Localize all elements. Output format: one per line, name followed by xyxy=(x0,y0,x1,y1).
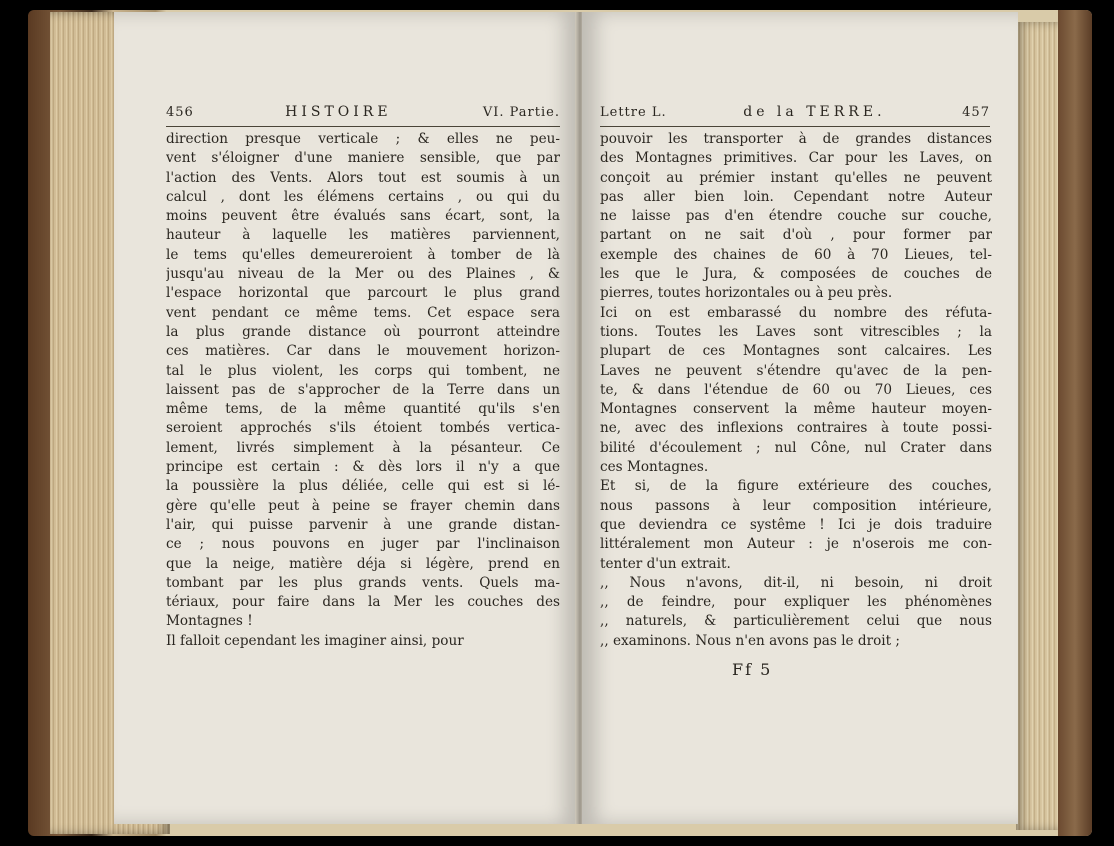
text-line: que deviendra ce systême ! Ici je dois traduire xyxy=(600,516,992,533)
text-line: l'espace horizontal que parcourt le plus grand xyxy=(166,285,560,302)
text-line: hauteur à laquelle les matières parviennent, xyxy=(166,227,560,244)
page-number: 457 xyxy=(962,105,990,120)
running-title: de la TERRE. xyxy=(743,104,886,120)
text-line: même tems, de la même quantité qu'ils s'en xyxy=(166,401,560,418)
text-line: des Montagnes primitives. Car pour les Laves, on xyxy=(600,150,992,167)
text-line: Il falloit cependant les imaginer ainsi, pour xyxy=(166,632,464,649)
text-line: la poussière la plus déliée, celle qui est si lé- xyxy=(166,478,560,495)
signature-mark: Ff 5 xyxy=(732,660,773,679)
text-line: ,, naturels, & particulièrement celui que nous xyxy=(600,613,992,630)
text-line: la plus grande distance où pourront atteindre xyxy=(166,323,560,340)
text-line: pas aller bien loin. Cependant notre Auteur xyxy=(600,188,992,205)
text-line: ,, de feindre, pour expliquer les phénomènes xyxy=(600,594,992,611)
left-page xyxy=(114,12,578,824)
text-line: gère qu'elle peut à peine se frayer chemin dans xyxy=(166,497,560,514)
running-title: HISTOIRE xyxy=(285,104,392,120)
right-page xyxy=(582,12,1018,824)
text-line: Et si, de la figure extérieure des couches, xyxy=(600,478,992,495)
text-line: bilité d'écoulement ; nul Cône, nul Crater dans xyxy=(600,439,992,456)
text-line: ne, avec des inflexions contraires à toute possi- xyxy=(600,420,992,437)
right-page-header xyxy=(600,104,990,120)
text-line: ,, Nous n'avons, dit-il, ni besoin, ni droit xyxy=(600,574,992,591)
text-line: partant on ne sait d'où , pour former par xyxy=(600,227,992,244)
text-line: moins peuvent être évalués sans écart, sont, la xyxy=(166,208,560,225)
text-line: ne laisse pas d'en étendre couche sur couche, xyxy=(600,208,992,225)
header-rule xyxy=(166,126,560,127)
text-line: tombant par les plus grands vents. Quels ma- xyxy=(166,574,560,591)
text-line: tions. Toutes les Laves sont vitrescibles ; la xyxy=(600,323,992,340)
text-line: que la neige, matière déja si légère, prend en xyxy=(166,555,560,572)
book-cover-edge xyxy=(1058,10,1092,836)
text-line: ce ; nous pouvons en juger par l'inclinaison xyxy=(166,536,560,553)
text-line: Ici on est embarassé du nombre des réfuta- xyxy=(600,304,992,321)
text-line: l'air, qui puisse parvenir à une grande distan- xyxy=(166,516,560,533)
text-line: vent s'éloigner d'une maniere sensible, que par xyxy=(166,150,560,167)
letter-label: Lettre L. xyxy=(600,105,667,120)
text-line: te, & dans l'étendue de 60 ou 70 Lieues, ces xyxy=(600,381,992,398)
header-rule xyxy=(600,126,990,127)
left-page-header xyxy=(166,104,560,120)
text-line: l'action des Vents. Alors tout est soumis à un xyxy=(166,169,560,186)
text-line: calcul , dont les élémens certains , ou qui du xyxy=(166,188,560,205)
text-line: tenter d'un extrait. xyxy=(600,555,731,572)
page-number: 456 xyxy=(166,105,194,120)
text-line: plupart de ces Montagnes sont calcaires. Les xyxy=(600,343,992,360)
text-line: ces matières. Car dans le mouvement horizon- xyxy=(166,343,560,360)
text-line: jusqu'au niveau de la Mer ou des Plaines , & xyxy=(166,266,560,283)
text-line: les que le Jura, & composées de couches de xyxy=(600,266,992,283)
text-line: lement, livrés simplement à la pésanteur. Ce xyxy=(166,439,560,456)
text-line: nous passons à leur composition intérieure, xyxy=(600,497,992,514)
part-label: VI. Partie. xyxy=(482,105,560,120)
text-line: conçoit au prémier instant qu'elles ne peuvent xyxy=(600,169,992,186)
text-line: vent pendant ce même tems. Cet espace sera xyxy=(166,304,560,321)
text-line: pouvoir les transporter à de grandes distances xyxy=(600,131,992,147)
text-line: Laves ne peuvent s'étendre qu'avec de la pen- xyxy=(600,362,992,379)
right-page-text xyxy=(600,130,992,651)
text-line: ,, examinons. Nous n'en avons pas le droit ; xyxy=(600,632,901,649)
text-line: pierres, toutes horizontales ou à peu près. xyxy=(600,285,893,302)
text-line: littéralement mon Auteur : je n'oserois me con- xyxy=(600,536,992,553)
text-line: principe est certain : & dès lors il n'y a que xyxy=(166,459,560,476)
left-page-text xyxy=(166,130,560,651)
text-line: tériaux, pour faire dans la Mer les couches des xyxy=(166,594,560,611)
text-line: seroient approchés s'ils étoient tombés vertica- xyxy=(166,420,560,437)
text-line: Montagnes ! xyxy=(166,613,253,630)
text-line: exemple des chaines de 60 à 70 Lieues, tel- xyxy=(600,246,992,263)
text-line: Montagnes conservent la même hauteur moyen- xyxy=(600,401,992,418)
text-line: ces Montagnes. xyxy=(600,459,709,476)
text-line: le tems qu'elles demeureroient à tomber de là xyxy=(166,246,560,263)
text-line: laissent pas de s'approcher de la Terre dans un xyxy=(166,381,560,398)
text-line: direction presque verticale ; & elles ne peu- xyxy=(166,131,560,147)
text-line: tal le plus violent, les corps qui tombent, ne xyxy=(166,362,560,379)
